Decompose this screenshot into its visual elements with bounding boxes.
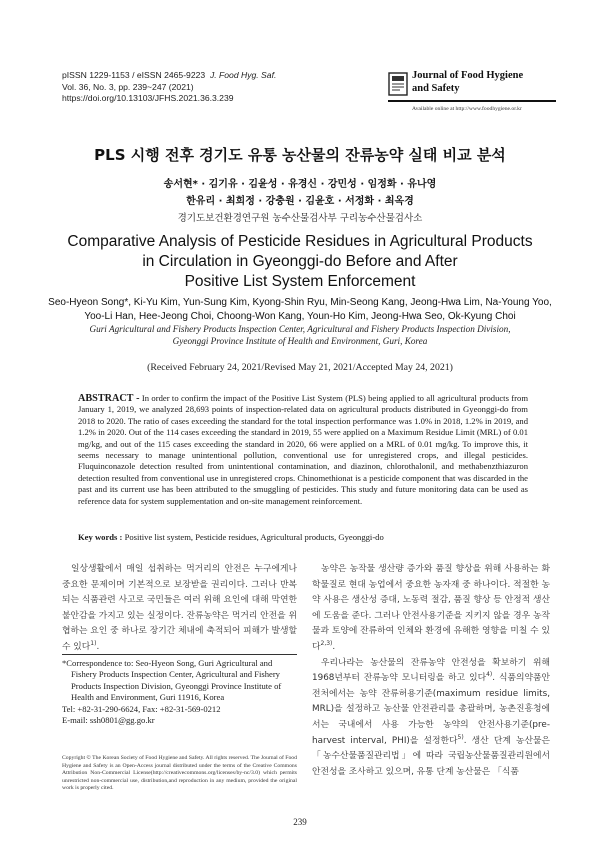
email-link[interactable]: E-mail: ssh0801@gg.go.kr: [62, 715, 155, 726]
copyright-notice: Copyright © The Korean Society of Food Hygiene and Safety. All rights reserved. The Journal of Food Hygiene and Safety is an Open-Access journal distributed under the terms of the Creative Commons Attribution Non-Commercial License(http://creativecommons.org/licenses/by-nc/3.0) which permits unrestricted non-commercial use, distribution,and reproduction in any medium, provided the original work is properly cited.: [62, 755, 297, 792]
journal-url[interactable]: Available online at http://www.foodhygiene.or.kr: [412, 106, 522, 112]
body-paragraph: 일상생활에서 매일 섭취하는 먹거리의 안전은 누구에게나 중요한 문제이며 기본적으로 보장받을 권리이다. 그러나 반복되는 식품관련 사고로 국민들은 여러 위해 요인에 대해 막연한 불안감을 가지고 있는 실정이다. 잔류농약은 먹거리 안전을 위협하는 요인 중 하나로 장기간 체내에 축적되어 피해가 발생할 수 있다$^{1)}$.: [62, 564, 297, 652]
journal-header: [62, 70, 276, 105]
keywords: [78, 532, 538, 542]
journal-logo-title: Journal of Food Hygiene and Safety: [412, 70, 524, 94]
korean-authors-line-2: 한유리 · 최희정 · 강충원 · 김윤호 · 서정화 · 최옥경: [186, 196, 414, 207]
citation: 5): [457, 733, 464, 741]
body-paragraph: 우리나라는 농산물의 잔류농약 안전성을 확보하기 위해 1968년부터 잔류농약 모니터링을 하고 있다$^{4)}$. 식품의약품안전처에서는 농약 잔류허용기준(maximum residue limits, MRL)을 설정하고 농산물 안전관리를 총괄하며, 농촌진흥청에서는 국내에서 사용 가능한 농약의 안전사용기준(pre-harvest interval, PHI)을 설정한다$^{5)}$. 생산 단계 농산물은 「농수산물품질관리법」에 따라 국립농산물품질관리원에서 안전성을 조사하고 있으며, 유통 단계 농산물은 「식품: [312, 657, 550, 777]
page-number: 239: [293, 817, 307, 827]
abstract-label: ABSTRACT -: [78, 393, 140, 404]
korean-title: PLS 시행 전후 경기도 유통 농산물의 잔류농약 실태 비교 분석: [94, 146, 506, 164]
keywords-text: Positive list system, Pesticide residues, Agricultural products, Gyeonggi-do: [124, 532, 384, 542]
body-paragraph: 농약은 농작물 생산량 증가와 품질 향상을 위해 사용하는 화학물질로 현대 농업에서 중요한 농자재 중 하나이다. 적절한 농약 사용은 생산성 증대, 노동력 절감, 품질 향상 등 안정적 생산에 도움을 준다. 그러나 안전사용기준을 지키지 않을 경우 농작물과 토양에 잔류하여 인체와 환경에 유해한 영향을 미칠 수 있다$^{2,3)}$.: [312, 564, 550, 652]
abstract-text: In order to confirm the impact of the Positive List System (PLS) being applied to all agricultural products from January 1, 2019, we analyzed 28,693 points of inspection-related data on agricultural products distributed in Gyeonggi-do from 2018 to 2020. The ratio of cases exceeding the standard for the total inspection performance was 1.0% in 2018, 1.2% in 2019, and 1.2% in 2020. Out of the 114 cases exceeding the standard in 2019, 55 were applied on a Maximum Residue Limit (MRL) of 0.01 mg/kg, and out of the 115 cases exceeding the standard in 2020, 66 were applied on a MRL of 0.01 mg/kg. To improve this, it seems necessary to manage unintentional pollution, conventional use for unregistered crops, and illegal pesticides. Fluquinconazole detection resulted from unintentional contamination, and diazinon, chlorothalonil, and methabenzthiazuron detection resulted from conventional use in unregistered crops. Chinomethionat is a pesticide component that was discarded in the past and its current use has been attributed to the smuggling of pesticides. This study and future monitoring data can be used as reference data for system supplementation and on-site management reinforcement.: [78, 393, 528, 506]
logo-divider: [388, 100, 556, 102]
journal-abbr: J. Food Hyg. Saf.: [209, 70, 277, 80]
correspondence-footnote: *Correspondence to: Seo-Hyeon Song, Guri Agricultural and Fishery Products Inspection Center, Agricultural and Fishery Products Inspection Division, Gyeonggi Province Institute of Health and Environment, Guri 11916, Korea Tel: +82-31-290-6624, Fax: +82-31-569-0212 E-mail: ssh0801@gg.go.kr: [62, 658, 297, 726]
korean-affiliation: 경기도보건환경연구원 농수산물검사부 구리농수산물검사소: [177, 213, 423, 224]
volume-line: Vol. 36, No. 3, pp. 239~247 (2021): [62, 81, 194, 92]
received-dates: (Received February 24, 2021/Revised May 21, 2021/Accepted May 24, 2021): [147, 362, 453, 373]
doi-link[interactable]: https://doi.org/10.13103/JFHS.2021.36.3.239: [62, 93, 234, 103]
citation: 1): [90, 640, 97, 648]
keywords-label: Key words :: [78, 532, 123, 542]
english-authors: Seo-Hyeon Song*, Ki-Yu Kim, Yun-Sung Kim, Kyong-Shin Ryu, Min-Seong Kang, Jeong-Hwa Lim, Na-Young Yoo, Yoo-Li Han, Hee-Jeong Choi, Choong-Won Kang, Youn-Ho Kim, Jeong-Hwa Seo, Ok-Kyung Choi: [48, 297, 552, 322]
citation: 4): [486, 671, 493, 679]
citation: 2,3): [320, 640, 333, 648]
english-title: Comparative Analysis of Pesticide Residues in Agricultural Products in Circulation in Gyeonggi-do Before and After Positive List System Enforcement: [67, 233, 533, 290]
korean-authors-line-1: 송서현* · 김기유 · 김윤성 · 유경신 · 강민성 · 임정화 · 유나영: [163, 179, 437, 190]
journal-logo-icon: [388, 72, 408, 96]
english-affiliation: Guri Agricultural and Fishery Products Inspection Center, Agricultural and Fishery Products Inspection Division, Gyeonggi Province Institute of Health and Environment, Guri, Korea: [89, 324, 511, 346]
abstract: [78, 393, 528, 507]
body-left-column: [62, 562, 297, 656]
body-right-column: [312, 562, 550, 780]
issn-line: pISSN 1229-1153 / eISSN 2465-9223 J. Food Hyg. Saf.: [62, 70, 277, 80]
footnote-divider: [62, 654, 297, 655]
